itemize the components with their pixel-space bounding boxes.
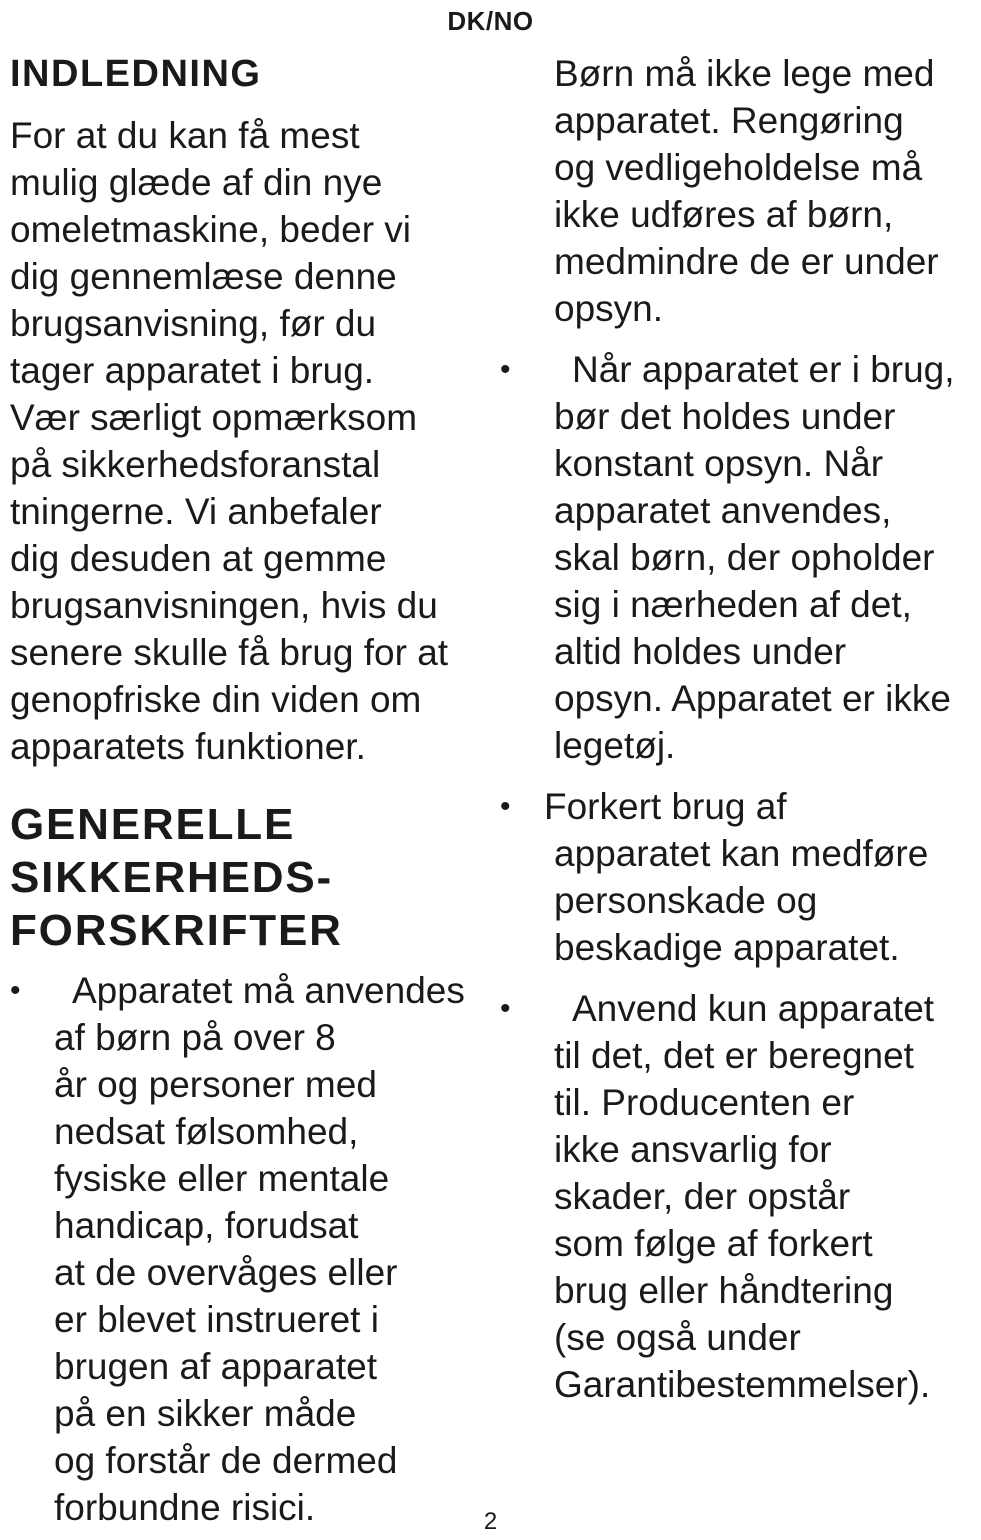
intro-line: genopfriske din viden om — [10, 679, 422, 720]
bullet-line: Børn må ikke lege med — [554, 53, 935, 94]
bullet-line: (se også under — [554, 1317, 801, 1358]
bullet-line: opsyn. Apparatet er ikke — [554, 678, 951, 719]
bullet-line: år og personer med — [54, 1064, 377, 1105]
bullet-line: Garantibestemmelser). — [554, 1364, 931, 1405]
intro-line: på sikkerhedsforanstal — [10, 444, 381, 485]
bullet-line: som følge af forkert — [554, 1223, 873, 1264]
bullet-line: til. Producenten er — [554, 1082, 855, 1123]
safety-heading-line: GENERELLE — [10, 800, 296, 849]
bullet-line: Apparatet må anvendes — [72, 970, 465, 1011]
intro-paragraph — [10, 112, 500, 770]
safety-heading-line: FORSKRIFTER — [10, 906, 343, 955]
safety-bullet-1-continued — [500, 50, 975, 332]
right-column — [500, 50, 975, 1408]
bullet-line: Anvend kun apparatet — [572, 988, 935, 1029]
bullet-line: brug eller håndtering — [554, 1270, 894, 1311]
bullet-line: altid holdes under — [554, 631, 847, 672]
bullet-line: skal børn, der opholder — [554, 537, 935, 578]
intro-line: tningerne. Vi anbefaler — [10, 491, 382, 532]
bullet-line: ikke ansvarlig for — [554, 1129, 832, 1170]
intro-line: apparatets funktioner. — [10, 726, 366, 767]
bullet-line: og forstår de dermed — [54, 1440, 398, 1481]
intro-line: mulig glæde af din nye — [10, 162, 383, 203]
bullet-icon: • — [500, 353, 511, 386]
safety-bullet-4 — [500, 985, 975, 1408]
intro-line: brugsanvisning, før du — [10, 303, 377, 344]
bullet-line: opsyn. — [554, 288, 664, 329]
intro-line: dig desuden at gemme — [10, 538, 387, 579]
bullet-line: til det, det er beregnet — [554, 1035, 914, 1076]
intro-line: Vær særligt opmærksom — [10, 397, 418, 438]
safety-heading-line: SIKKERHEDS- — [10, 853, 333, 902]
bullet-line: apparatet anvendes, — [554, 490, 892, 531]
bullet-icon: • — [500, 790, 511, 823]
left-column — [10, 50, 500, 1531]
bullet-line: at de overvåges eller — [54, 1252, 398, 1293]
bullet-line: bør det holdes under — [554, 396, 896, 437]
bullet-line: handicap, forudsat — [54, 1205, 359, 1246]
safety-bullet-2 — [500, 346, 975, 769]
bullet-line: nedsat følsomhed, — [54, 1111, 359, 1152]
bullet-line: personskade og — [554, 880, 818, 921]
bullet-line: ikke udføres af børn, — [554, 194, 894, 235]
bullet-line: brugen af apparatet — [54, 1346, 377, 1387]
bullet-line: legetøj. — [554, 725, 676, 766]
bullet-line: på en sikker måde — [54, 1393, 357, 1434]
intro-heading: INDLEDNING — [10, 53, 262, 95]
bullet-line: forbundne risici. — [54, 1487, 316, 1528]
safety-heading — [10, 798, 500, 957]
bullet-line: apparatet kan medføre — [554, 833, 929, 874]
bullet-line: beskadige apparatet. — [554, 927, 900, 968]
bullet-line: medmindre de er under — [554, 241, 939, 282]
bullet-line: fysiske eller mentale — [54, 1158, 390, 1199]
intro-line: For at du kan få mest — [10, 115, 360, 156]
intro-line: omeletmaskine, beder vi — [10, 209, 412, 250]
intro-line: dig gennemlæse denne — [10, 256, 397, 297]
bullet-line: og vedligeholdelse må — [554, 147, 923, 188]
bullet-line: konstant opsyn. Når — [554, 443, 884, 484]
bullet-line: af børn på over 8 — [54, 1017, 336, 1058]
bullet-icon: • — [10, 974, 21, 1007]
bullet-line: er blevet instrueret i — [54, 1299, 379, 1340]
bullet-icon: • — [500, 992, 511, 1025]
intro-line: brugsanvisningen, hvis du — [10, 585, 438, 626]
bullet-line: Når apparatet er i brug, — [572, 349, 955, 390]
intro-line: senere skulle få brug for at — [10, 632, 449, 673]
bullet-line: skader, der opstår — [554, 1176, 851, 1217]
bullet-line: apparatet. Rengøring — [554, 100, 904, 141]
page-number: 2 — [483, 1508, 498, 1535]
bullet-line: sig i nærheden af det, — [554, 584, 912, 625]
safety-bullet-3 — [500, 783, 975, 971]
bullet-line: Forkert brug af — [544, 786, 787, 827]
intro-line: tager apparatet i brug. — [10, 350, 375, 391]
safety-bullet-1 — [10, 967, 500, 1531]
language-label: DK/NO — [447, 6, 534, 36]
